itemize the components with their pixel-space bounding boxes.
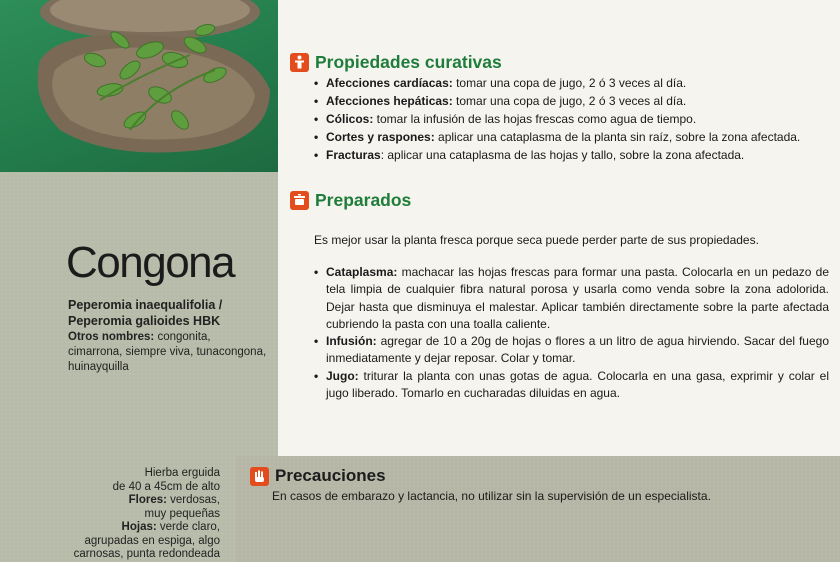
propiedades-title: Propiedades curativas [315, 52, 502, 72]
preparados-heading [290, 190, 411, 211]
item-label: Fracturas [326, 148, 381, 162]
item-label: Afecciones cardíacas: [326, 76, 453, 90]
list-item [314, 333, 829, 368]
pot-icon [290, 191, 309, 210]
list-item [314, 128, 834, 146]
list-item [314, 368, 829, 403]
item-label: Cataplasma: [326, 265, 398, 279]
desc-hojas-3: carnosas, punta redondeada [73, 548, 220, 560]
person-icon [290, 53, 309, 72]
other-names [68, 330, 268, 375]
item-text: : aplicar una cataplasma de las hojas y tallo, sobre la zona afectada. [380, 148, 745, 162]
propiedades-heading [290, 52, 502, 73]
list-item [314, 264, 829, 333]
preparados-list [314, 264, 829, 402]
item-text: tomar una copa de jugo, 2 ó 3 veces al día. [452, 94, 687, 108]
preparados-title: Preparados [315, 190, 412, 210]
hand-stop-icon [250, 467, 269, 486]
other-names-value: congonita, cimarrona, siempre viva, tunacongona, huinayquilla [68, 331, 267, 373]
plant-name-heading: Congona [66, 238, 235, 287]
item-label: Infusión: [326, 334, 377, 349]
hojas-value: verde claro, [159, 521, 220, 533]
precauciones-title: Precauciones [275, 466, 386, 485]
list-item [314, 110, 834, 128]
item-label: Afecciones hepáticas: [326, 94, 453, 108]
scientific-names [68, 297, 268, 329]
item-label: Cortes y raspones: [326, 130, 435, 144]
other-names-label: Otros nombres: [68, 331, 155, 343]
item-text: machacar las hojas frescas para formar una pasta. Colocarla en un pedazo de tela limpia de cualquier fibra natural porosa y usarla como venda sobre la zona adolorida. Dejar hasta que disminuya el malestar. Aplicar también directamente sobre la parte afectada cubriendo la pasta con una toalla caliente. [326, 265, 829, 331]
desc-hojas-2: agrupadas en espiga, algo [84, 534, 220, 547]
item-text: triturar la planta con unas gotas de agua. Colocarla en una gasa, exprimir y colar el jugo liberado. Tomarlo en cucharadas diluidas en agua. [326, 368, 829, 401]
list-item [314, 74, 834, 92]
desc-flores-2: muy pequeñas [144, 507, 220, 520]
flores-value: verdosas, [170, 494, 220, 506]
item-text: aplicar una cataplasma de la planta sin raíz, sobre la zona afectada. [434, 130, 801, 144]
list-item [314, 92, 834, 110]
desc-flores [20, 494, 220, 508]
precauciones-text: En casos de embarazo y lactancia, no utilizar sin la supervisión de un especialista. [272, 489, 711, 503]
hojas-label: Hojas: [121, 521, 157, 533]
desc-line-1: Hierba erguida [144, 467, 220, 479]
plant-photo [0, 0, 278, 172]
list-item [314, 146, 834, 164]
flores-label: Flores: [128, 494, 167, 506]
item-text: tomar la infusión de las hojas frescas como agua de tiempo. [373, 112, 697, 126]
item-text: agregar de 10 a 20g de hojas o flores a un litro de agua hirviendo. Sacar del fuego inmediatamente y dejar reposar. Colar y tomar. [326, 334, 829, 366]
item-label: Cólicos: [326, 112, 374, 126]
precauciones-heading [250, 466, 386, 486]
desc-hojas [20, 521, 220, 535]
propiedades-list [314, 74, 834, 164]
scientific-name-1: Peperomia inaequalifolia / [68, 298, 223, 312]
preparados-intro: Es mejor usar la planta fresca porque seca puede perder parte de sus propiedades. [314, 233, 759, 247]
desc-line-2: de 40 a 45cm de alto [112, 480, 220, 493]
plant-description [20, 467, 220, 562]
item-label: Jugo: [326, 368, 359, 383]
item-text: tomar una copa de jugo, 2 ó 3 veces al día. [452, 76, 687, 90]
scientific-name-2: Peperomia galioides HBK [68, 314, 221, 328]
